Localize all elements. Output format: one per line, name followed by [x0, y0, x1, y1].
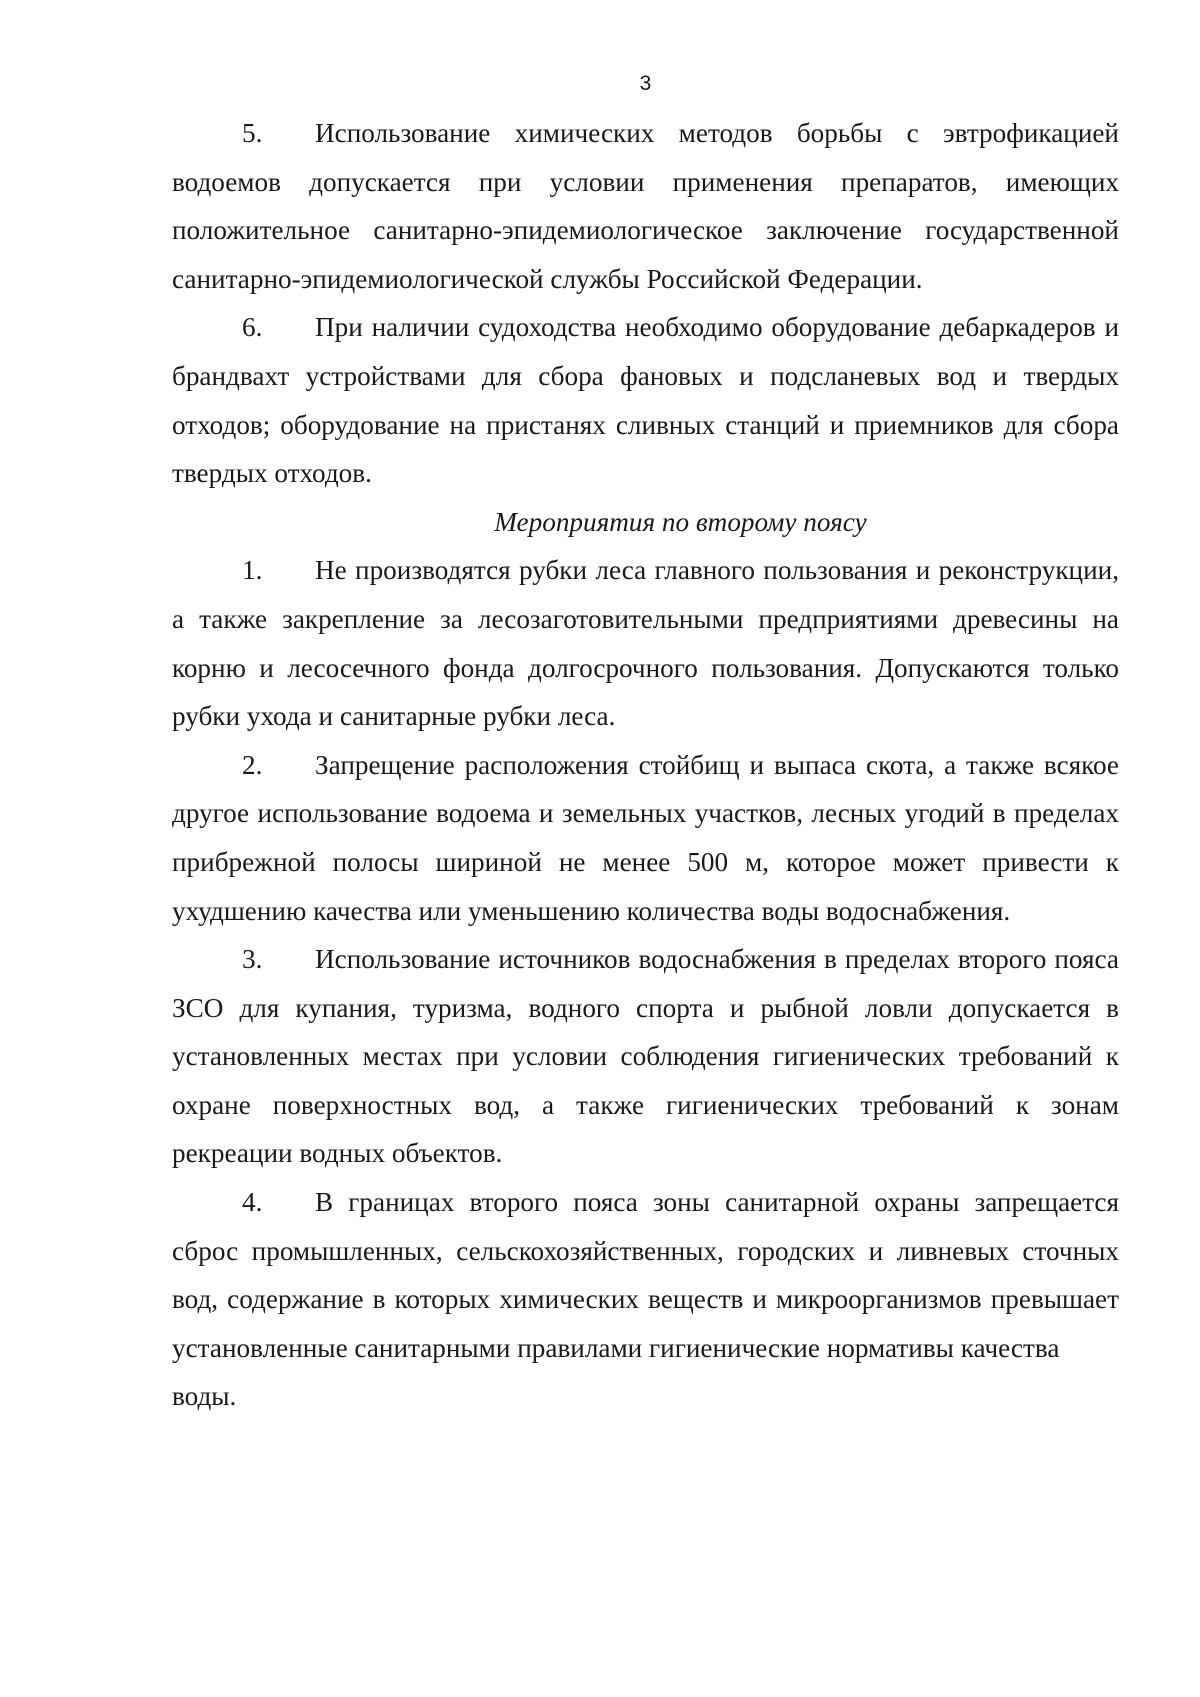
paragraph-item-4	[172, 1178, 1119, 1372]
paragraph-number: 4.	[242, 1187, 263, 1218]
paragraph-number: 2.	[242, 749, 263, 780]
trailing-line: воды.	[172, 1381, 237, 1412]
paragraph-number: 3.	[242, 944, 263, 975]
paragraph-item-6	[172, 303, 1119, 497]
page-number: 3	[639, 72, 652, 95]
paragraph-item-1	[172, 546, 1119, 740]
paragraph-text: Использование химических методов борьбы с эвтрофикацией водоемов допускается при условии применения препаратов, имеющих положительное санитарно-эпидемиологическое заключение государственной санитарно-эпидемиологической службы Российской Федерации.	[172, 118, 1119, 294]
paragraph-text: Запрещение расположения стойбищ и выпаса скота, а также всякое другое использование водоема и земельных участков, лесных угодий в пределах прибрежной полосы шириной не менее 500 м, которое может привести к ухудшению качества или уменьшению количества воды водоснабжения.	[172, 749, 1119, 926]
paragraph-text: Использование источников водоснабжения в пределах второго пояса ЗСО для купания, туризма, водного спорта и рыбной ловли допускается в установленных местах при условии соблюдения гигиенических требований к охране поверхностных вод, а также гигиенических требований к зонам рекреации водных объектов.	[172, 944, 1119, 1169]
paragraph-text: В границах второго пояса зоны санитарной охраны запрещается сброс промышленных, сельскохозяйственных, городских и ливневых сточных вод, содержание в которых химических веществ и микроорганизмов превышает установленные санитарными правилами гигиенические нормативы качества	[172, 1187, 1119, 1363]
paragraph-item-5	[172, 109, 1119, 303]
paragraph-number: 5.	[242, 118, 263, 148]
paragraph-text: При наличии судоходства необходимо оборудование дебаркадеров и брандвахт устройствами для сбора фановых и подсланевых вод и твердых отходов; оборудование на пристанях сливных станций и приемников для сбора твердых отходов.	[172, 312, 1119, 489]
paragraph-number: 6.	[242, 312, 263, 343]
paragraph-number: 1.	[242, 555, 263, 586]
section-heading: Мероприятия по второму поясу	[494, 506, 867, 537]
document-body	[172, 109, 1119, 1421]
paragraph-item-2	[172, 741, 1119, 935]
paragraph-text: Не производятся рубки леса главного пользования и реконструкции, а также закрепление за лесозаготовительными предприятиями древесины на корню и лесосечного фонда долгосрочного пользования. Допускаются только рубки ухода и санитарные рубки леса.	[172, 555, 1119, 732]
paragraph-item-3	[172, 935, 1119, 1178]
